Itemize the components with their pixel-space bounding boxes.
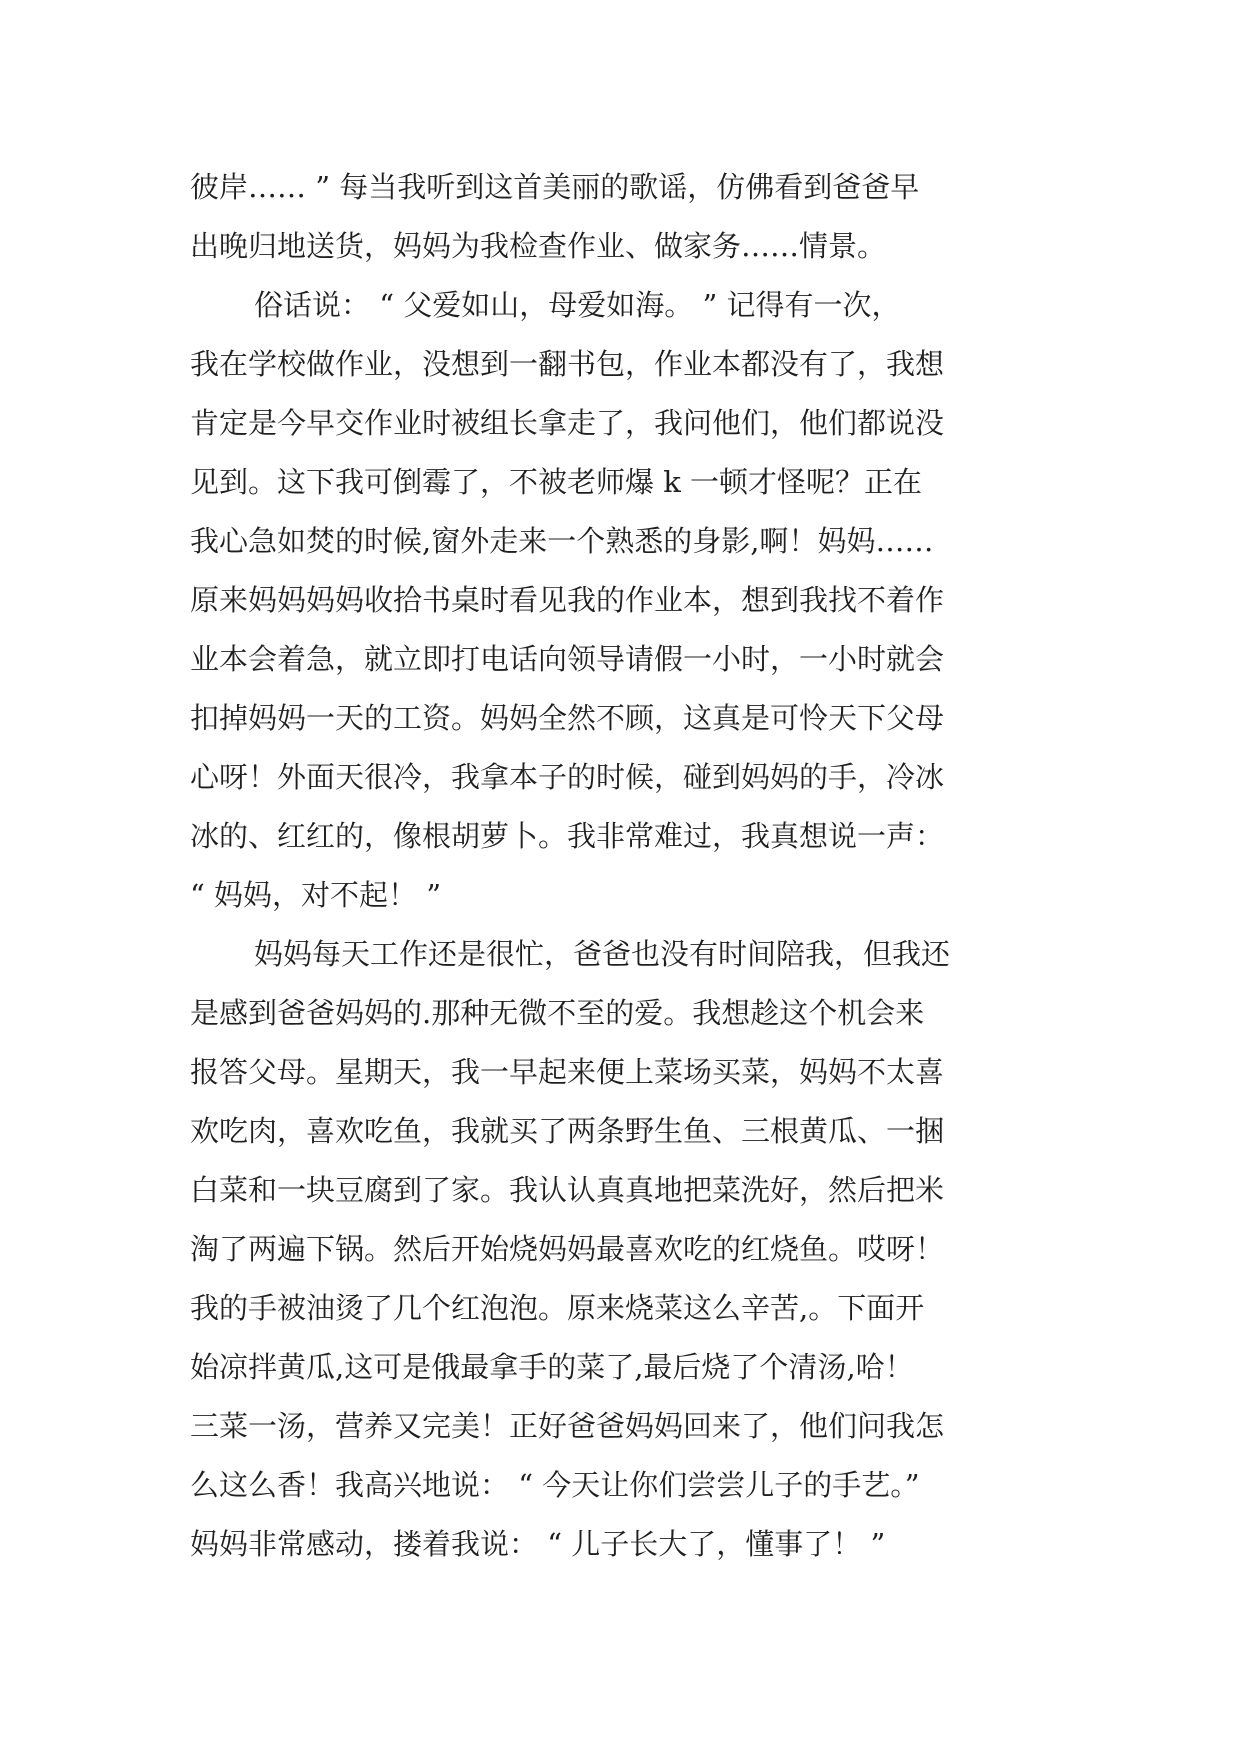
text-line: 扣掉妈妈一天的工资。妈妈全然不顾，这真是可怜天下父母 [190, 701, 945, 735]
text-line: 肯定是今早交作业时被组长拿走了，我问他们，他们都说没 [190, 406, 945, 440]
text-line: 始凉拌黄瓜,这可是俄最拿手的菜了,最后烧了个清汤,哈！ [190, 1350, 914, 1384]
paragraph-start-line: 妈妈每天工作还是很忙，爸爸也没有时间陪我，但我还 [254, 937, 951, 971]
text-line: 彼岸…… ” 每当我听到这首美丽的歌谣，仿佛看到爸爸早 [190, 170, 920, 204]
essay-body [190, 158, 1090, 1574]
text-line: 冰的、红红的，像根胡萝卜。我非常难过，我真想说一声： [190, 819, 945, 853]
text-line: 心呀！外面天很冷，我拿本子的时候，碰到妈妈的手，冷冰 [190, 760, 945, 794]
text-line: 是感到爸爸妈妈的.那种无微不至的爱。我想趁这个机会来 [190, 996, 925, 1030]
text-line: 见到。这下我可倒霉了，不被老师爆 k 一顿才怪呢？正在 [190, 465, 923, 499]
text-line: 我心急如焚的时候,窗外走来一个熟悉的身影,啊！妈妈…… [190, 524, 934, 558]
text-line: 原来妈妈妈妈收拾书桌时看见我的作业本，想到我找不着作 [190, 583, 945, 617]
text-line: 三菜一汤，营养又完美！正好爸爸妈妈回来了，他们问我怎 [190, 1409, 945, 1443]
text-line: 淘了两遍下锅。然后开始烧妈妈最喜欢吃的红烧鱼。哎呀！ [190, 1232, 945, 1266]
text-line: “ 妈妈，对不起！ ” [190, 878, 442, 912]
text-line: 么这么香！我高兴地说： “ 今天让你们尝尝儿子的手艺。” [190, 1468, 920, 1502]
text-line: 报答父母。星期天，我一早起来便上菜场买菜，妈妈不太喜 [190, 1055, 945, 1089]
text-line: 妈妈非常感动，搂着我说： “ 儿子长大了，懂事了！ ” [190, 1527, 886, 1561]
paragraph-start-line: 俗话说： “ 父爱如山，母爱如海。 ” 记得有一次， [254, 288, 901, 322]
text-line: 我的手被油烫了几个红泡泡。原来烧菜这么辛苦,。下面开 [190, 1291, 925, 1325]
text-line: 业本会着急，就立即打电话向领导请假一小时，一小时就会 [190, 642, 945, 676]
text-line: 我在学校做作业，没想到一翻书包，作业本都没有了，我想 [190, 347, 945, 381]
text-line: 出晚归地送货，妈妈为我检查作业、做家务……情景。 [190, 229, 887, 263]
text-line: 欢吃肉，喜欢吃鱼，我就买了两条野生鱼、三根黄瓜、一捆 [190, 1114, 945, 1148]
text-line: 白菜和一块豆腐到了家。我认认真真地把菜洗好，然后把米 [190, 1173, 945, 1207]
